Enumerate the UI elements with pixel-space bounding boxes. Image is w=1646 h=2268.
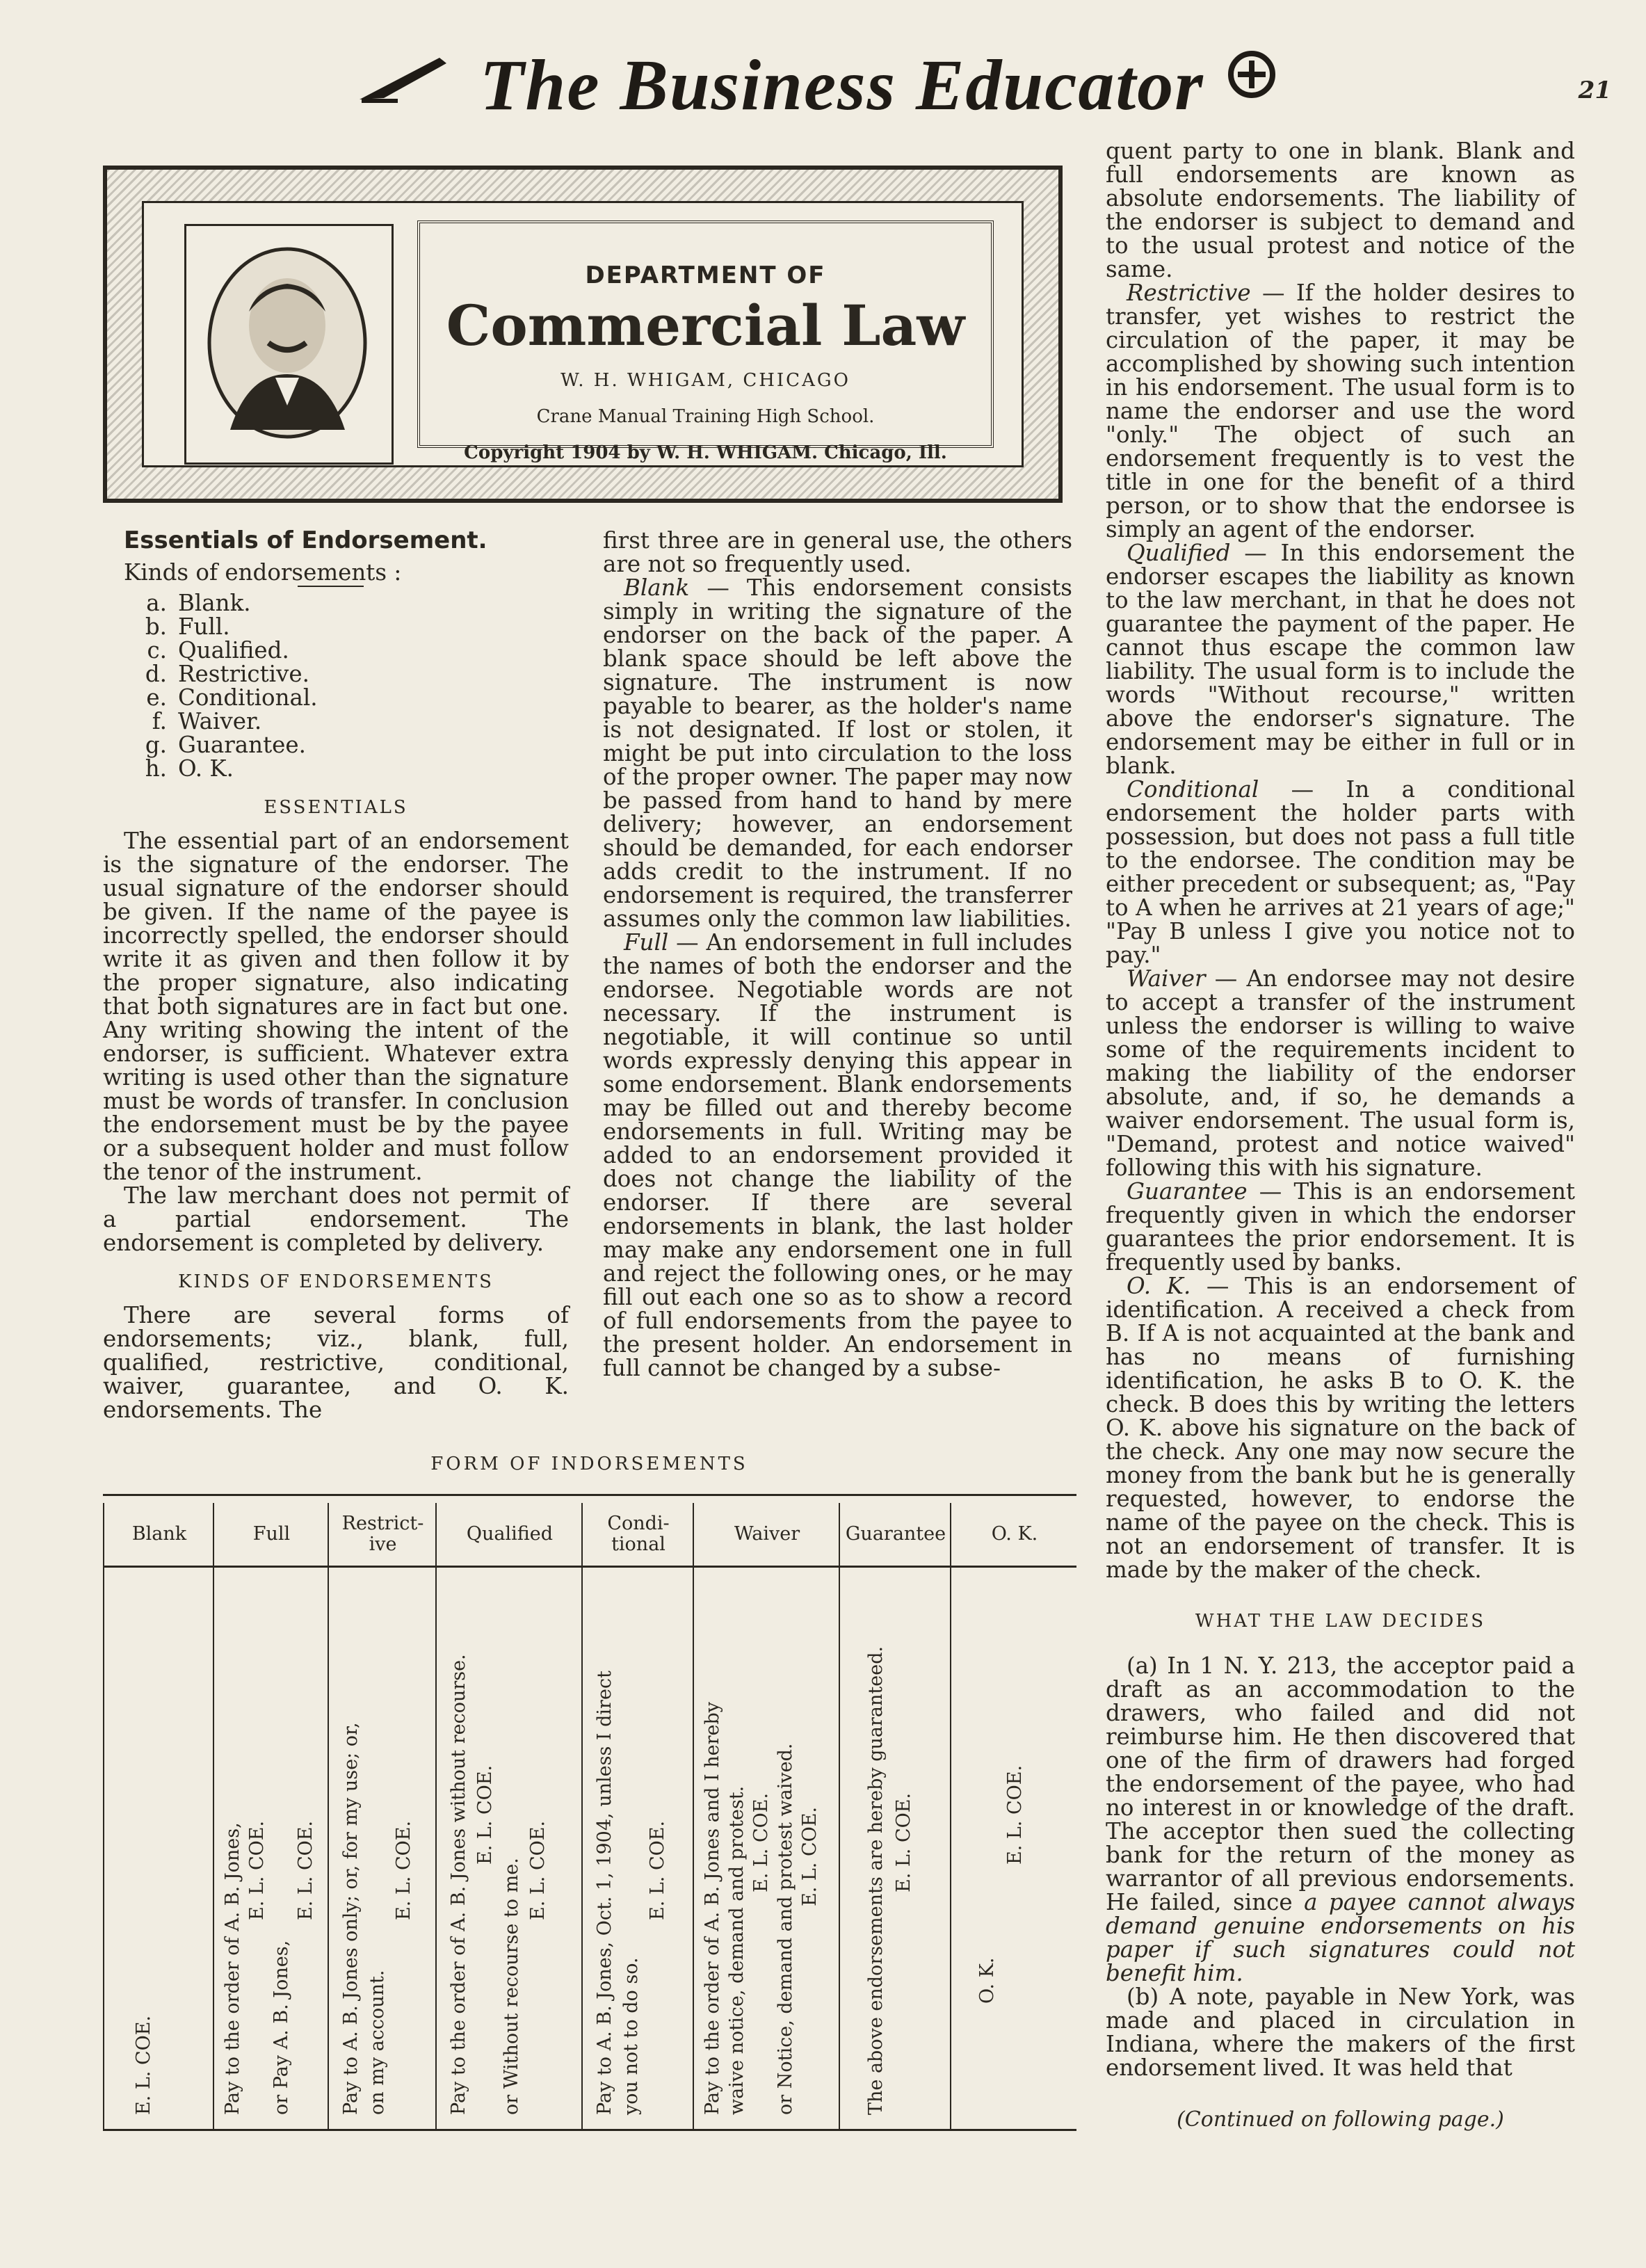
- table-cell: E. L. COE.: [799, 1806, 821, 1906]
- table-cell: Pay to the order of A. B. Jones and I hereby: [702, 1701, 723, 2115]
- table-cell: The above endorsements are hereby guaranteed.: [865, 1646, 887, 2115]
- department-author: W. H. WHIGAM, CHICAGO: [560, 370, 850, 391]
- table-cell: E. L. COE.: [295, 1820, 316, 1920]
- column-1: [103, 526, 569, 1423]
- table-header: O. K.: [991, 1523, 1038, 1545]
- table-cell: Pay to the order of A. B. Jones,: [222, 1822, 243, 2115]
- table-cell: E. L. COE.: [133, 2015, 154, 2115]
- paragraph-guarantee: Guarantee — This is an endorsement frequently given in which the endorser guarantees the prior endorsement. It is frequently used by banks.: [1106, 1178, 1575, 1276]
- table-column-conditional: [581, 1503, 694, 2129]
- table-column-guarantee: [839, 1503, 951, 2129]
- kinds-heading: KINDS OF ENDORSEMENTS: [178, 1271, 494, 1292]
- quill-pen-icon: [356, 51, 450, 106]
- paragraph: quent party to one in blank. Blank and full endorsements are known as absolute endorsements. The liability of the endorser is subject to demand and to the usual protest and notice of the same.: [1106, 138, 1575, 282]
- table-header: Condi-tional: [607, 1513, 670, 1555]
- paragraph: The essential part of an endorsement is the signature of the endorser. The usual signature of the endorser should be given. If the name of the payee is incorrectly spelled, the endorser should write it as given and then follow it by the proper signature, also indicating that both signatures are in fact but one. Any writing showing the intent of the endorser, is sufficient. Whatever extra writing is used other than the signature must be words of transfer. In conclusion the endorsement must be by the payee or a subsequent holder and must follow the tenor of the instrument.: [103, 828, 569, 1185]
- department-inner-frame: [142, 201, 1024, 467]
- table-column-blank: [103, 1503, 214, 2129]
- table-header: Blank: [131, 1523, 187, 1545]
- table-cell: on my account.: [366, 1970, 388, 2115]
- page-number: 21: [1578, 77, 1611, 104]
- term-blank: Blank: [624, 574, 690, 601]
- table-cell: E. L. COE.: [246, 1820, 268, 1920]
- table-cell: or Pay A. B. Jones,: [271, 1940, 292, 2115]
- section-heading: Essentials of Endorsement.: [124, 526, 487, 554]
- list-item: c. Qualified.: [147, 637, 289, 663]
- portrait-frame: [184, 224, 394, 465]
- paragraph-restrictive: Restrictive — If the holder desires to transfer, yet wishes to restrict the circulation of the paper, it may be accomplished by showing such intention in his endorsement. The usual form is to name the endorser and use the word "only." The object of such an endorsement frequently is to vest the title in one for the benefit of a third person, or to show that the endorsee is simply an agent of the endorser.: [1106, 280, 1575, 542]
- department-header-box: [103, 166, 1063, 503]
- paragraph-case-a: (a) In 1 N. Y. 213, the acceptor paid a draft as an accommodation to the drawers, who failed and did not reimburse him. He then discovered that one of the firm of drawers had forged the endorsement of the payee, who had no interest in or knowledge of the draft. The acceptor then sued the collecting bank for the return of the money as warrantor of all previous endorsements. He failed, since a payee cannot always demand genuine endorsements on his paper if such signatures could not benefit him.: [1106, 1652, 1575, 1986]
- table-header: Restrict-ive: [341, 1513, 424, 1555]
- table-cell: E. L. COE.: [893, 1792, 914, 1892]
- table-cell: E. L. COE.: [474, 1764, 496, 1865]
- table-column-waiver: [693, 1503, 840, 2129]
- table-header: Full: [252, 1523, 291, 1545]
- table-column-qualified: [435, 1503, 583, 2129]
- table-cell: or Notice, demand and protest waived.: [775, 1743, 796, 2115]
- table-cell: E. L. COE.: [1004, 1764, 1026, 1865]
- essentials-heading: ESSENTIALS: [264, 797, 408, 818]
- department-school: Crane Manual Training High School.: [536, 406, 875, 427]
- department-title-frame: [417, 220, 994, 463]
- table-column-full: [213, 1503, 329, 2129]
- table-cell: Pay to the order of A. B. Jones without recourse.: [448, 1654, 469, 2115]
- table-title: FORM OF INDORSEMENTS: [430, 1454, 748, 1474]
- paragraph-qualified: Qualified — In this endorsement the endorser escapes the liability as known to the law merchant, in that he does not guarantee the payment of the paper. He cannot thus escape the common law liability. The usual form is to include the words "Without recourse," written above the endorser's signature. The endorsement may be either in full or in blank.: [1106, 540, 1575, 779]
- paragraph-blank: Blank — This endorsement consists simply in writing the signature of the endorser on the back of the paper. A blank space should be left above the signature. The instrument is now payable to bearer, as the holder's name is not designated. If lost or stolen, it might be put into circulation to the loss of the proper owner. The paper may now be passed from hand to hand by mere delivery; however, an endorsement should be demanded, for each endorser adds credit to the instrument. If no endorsement is required, the transferrer assumes only the common law liabilities.: [603, 574, 1072, 932]
- table-header: Guarantee: [845, 1523, 946, 1545]
- table-cell: E. L. COE.: [527, 1820, 549, 1920]
- masthead-title: The Business Educator: [480, 45, 1204, 125]
- paragraph-full: Full — An endorsement in full includes the names of both the endorser and the endorsee. Negotiable words are not necessary. If the instrument is negotiable, it will continue so until words expressly denying this appear in some endorsement. Blank endorsements may be filled out and thereby become endorsements in full. Writing may be added to an endorsement provided it does not change the liability of the endorser. If there are several endorsements in blank, the last holder may make any endorsement one in full and reject the following ones, or he may fill out each one so as to show a record of full endorsements from the payee to the present holder. An endorsement in full cannot be changed by a subse-: [603, 929, 1072, 1381]
- masthead: [334, 38, 1307, 125]
- author-portrait-image: [206, 246, 369, 440]
- column-3: [1106, 139, 1575, 2080]
- column-2: [603, 529, 1072, 1380]
- table-cell: waive notice, demand and protest.: [726, 1785, 748, 2115]
- table-column-restrictive: [328, 1503, 437, 2129]
- kinds-list: [103, 591, 569, 780]
- paragraph-case-b: (b) A note, payable in New York, was made and placed in circulation in Indiana, where the makers of the first endorsement lived. It was held that: [1106, 1984, 1575, 2081]
- paragraph-waiver: Waiver — An endorsee may not desire to accept a transfer of the instrument unless the endorser is willing to waive some of the requirements incident to making the liability of the endorser absolute, and, if so, he demands a waiver endorsement. The usual form is, "Demand, protest and notice waived" following this with his signature.: [1106, 965, 1575, 1181]
- department-of-label: DEPARTMENT OF: [585, 262, 826, 289]
- paragraph: There are several forms of endorsements; viz., blank, full, qualified, restrictive, conditional, waiver, guarantee, and O. K. endorsements. The: [103, 1302, 569, 1423]
- table-cell: you not to do so.: [620, 1957, 642, 2115]
- kinds-intro: Kinds of endorsements :: [124, 559, 402, 586]
- table-cell: Pay to A. B. Jones only; or, for my use; or,: [340, 1722, 362, 2115]
- list-item: g. Guarantee.: [145, 732, 306, 758]
- paragraph-conditional: Conditional — In a conditional endorsement the holder parts with possession, but does not pass a full title to the endorsee. The condition may be either precedent or subsequent; as, "Pay to A when he arrives at 21 years of age;" "Pay B unless I give you notice not to pay.": [1106, 776, 1575, 968]
- table-header: Qualified: [466, 1523, 554, 1545]
- paragraph-ok: O. K. — This is an endorsement of identification. A received a check from B. If A is not acquainted at the bank and has no means of furnishing identification, he asks B to O. K. the check. B does this by writing the letters O. K. above his signature on the back of the check. Any one may now secure the money from the bank but he is generally requested, however, to endorse the name of the payee on the check. This is not an endorsement of transfer. It is made by the maker of the check.: [1106, 1273, 1576, 1583]
- table-cell: E. L. COE.: [647, 1820, 668, 1920]
- paragraph: The law merchant does not permit of a partial endorsement. The endorsement is completed by delivery.: [103, 1182, 569, 1256]
- paragraph: first three are in general use, the others are not so frequently used.: [603, 527, 1072, 577]
- table-header: Waiver: [734, 1523, 800, 1545]
- department-name: Commercial Law: [446, 293, 965, 358]
- term-full: Full: [624, 929, 669, 956]
- list-item: e. Conditional.: [146, 684, 318, 711]
- table-cell: E. L. COE.: [750, 1792, 772, 1892]
- list-item: f. Waiver.: [152, 708, 262, 734]
- list-item: h. O. K.: [145, 755, 234, 782]
- table-cell: Pay to A. B. Jones, Oct. 1, 1904, unless I direct: [594, 1671, 615, 2115]
- table-column-ok: [950, 1503, 1078, 2129]
- continued-note: (Continued on following page.): [1177, 2107, 1504, 2132]
- list-item: a. Blank.: [146, 590, 251, 616]
- short-rule: [298, 586, 364, 587]
- table-cell: O. K.: [976, 1957, 998, 2004]
- list-item: b. Full.: [145, 613, 230, 640]
- list-item: d. Restrictive.: [145, 661, 309, 687]
- table-cell: E. L. COE.: [393, 1820, 414, 1920]
- law-heading: WHAT THE LAW DECIDES: [1195, 1611, 1486, 1632]
- table-cell: or Without recourse to me.: [501, 1858, 522, 2115]
- ornament-icon: [1224, 47, 1280, 102]
- department-copyright: Copyright 1904 by W. H. WHIGAM. Chicago, Ill.: [464, 442, 947, 463]
- indorsement-table: [103, 1494, 1076, 2131]
